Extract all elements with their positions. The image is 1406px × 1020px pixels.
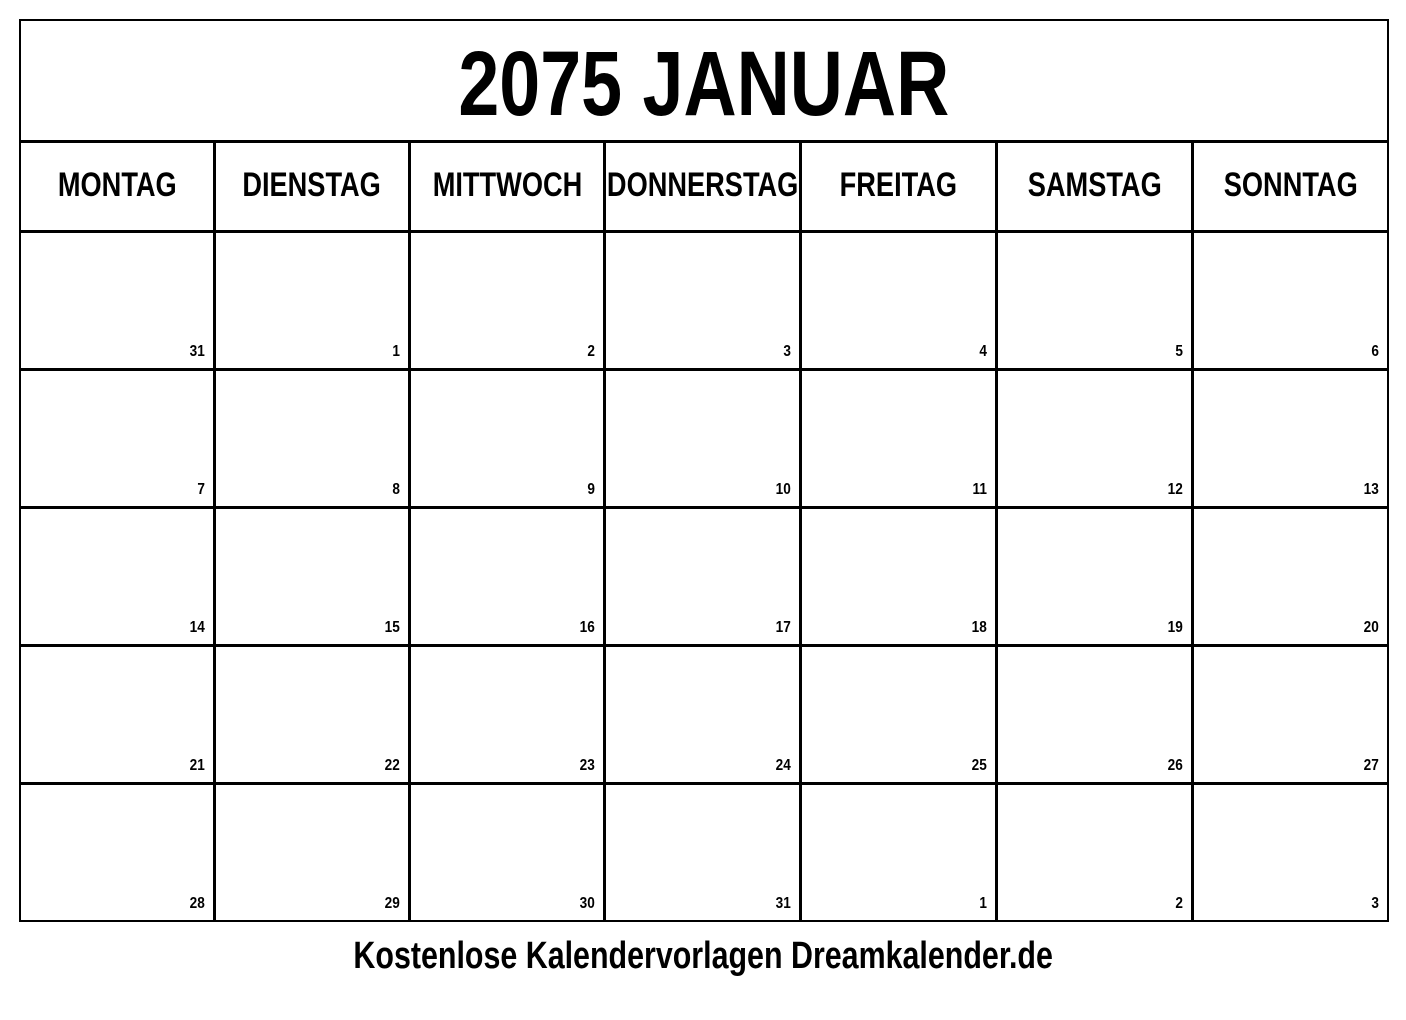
day-cell <box>998 647 1194 785</box>
footer-credit-text: Kostenlose Kalendervorlagen Dreamkalender.de <box>353 935 1053 977</box>
day-number: 2 <box>587 343 595 360</box>
day-number: 7 <box>197 481 205 498</box>
day-cell <box>1194 509 1387 647</box>
footer <box>0 936 1406 978</box>
day-cell <box>411 509 606 647</box>
day-number: 26 <box>1167 757 1183 774</box>
day-number: 29 <box>384 895 400 912</box>
day-cell <box>802 647 998 785</box>
day-number: 20 <box>1363 619 1379 636</box>
weekday-label: SAMSTAG <box>1027 166 1162 204</box>
day-number: 16 <box>579 619 595 636</box>
day-cell <box>411 233 606 371</box>
weekday-header-friday <box>802 143 998 233</box>
day-number: 24 <box>775 757 791 774</box>
day-cell <box>1194 371 1387 509</box>
day-number: 4 <box>979 343 987 360</box>
weekday-header-thursday <box>606 143 802 233</box>
day-cell <box>21 233 216 371</box>
day-number: 1 <box>979 895 987 912</box>
day-cell <box>998 233 1194 371</box>
day-cell <box>411 371 606 509</box>
day-number: 18 <box>971 619 987 636</box>
day-number: 13 <box>1363 481 1379 498</box>
day-number: 14 <box>189 619 205 636</box>
day-cell <box>802 509 998 647</box>
day-cell <box>802 785 998 920</box>
day-cell <box>998 509 1194 647</box>
weekday-label: MONTAG <box>57 166 177 204</box>
weekday-header-monday <box>21 143 216 233</box>
weekday-label: FREITAG <box>839 166 958 204</box>
day-cell <box>411 785 606 920</box>
day-number: 10 <box>775 481 791 498</box>
day-cell <box>411 647 606 785</box>
day-number: 19 <box>1167 619 1183 636</box>
day-number: 3 <box>783 343 791 360</box>
day-number: 31 <box>189 343 205 360</box>
day-number: 8 <box>392 481 400 498</box>
day-cell <box>802 371 998 509</box>
day-number: 21 <box>189 757 205 774</box>
weekday-header-saturday <box>998 143 1194 233</box>
calendar-grid <box>21 143 1387 920</box>
day-cell <box>216 509 411 647</box>
title-bar <box>21 21 1387 143</box>
day-number: 3 <box>1371 895 1379 912</box>
weekday-label: SONNTAG <box>1223 166 1358 204</box>
weekday-label: DONNERSTAG <box>606 166 799 204</box>
day-cell <box>606 371 802 509</box>
day-number: 23 <box>579 757 595 774</box>
day-cell <box>216 647 411 785</box>
day-cell <box>606 509 802 647</box>
day-cell <box>1194 233 1387 371</box>
day-number: 22 <box>384 757 400 774</box>
day-number: 31 <box>775 895 791 912</box>
day-cell <box>606 233 802 371</box>
day-number: 2 <box>1175 895 1183 912</box>
day-cell <box>998 371 1194 509</box>
day-number: 27 <box>1363 757 1379 774</box>
weekday-header-sunday <box>1194 143 1387 233</box>
weekday-header-tuesday <box>216 143 411 233</box>
day-number: 6 <box>1371 343 1379 360</box>
day-cell <box>21 509 216 647</box>
day-number: 1 <box>392 343 400 360</box>
day-number: 17 <box>775 619 791 636</box>
day-cell <box>21 371 216 509</box>
day-cell <box>216 233 411 371</box>
day-number: 12 <box>1167 481 1183 498</box>
day-cell <box>802 233 998 371</box>
day-cell <box>1194 785 1387 920</box>
weekday-label: DIENSTAG <box>242 166 382 204</box>
page-title: 2075 JANUAR <box>458 32 950 135</box>
day-cell <box>606 647 802 785</box>
day-number: 11 <box>972 481 987 498</box>
weekday-header-wednesday <box>411 143 606 233</box>
day-number: 28 <box>189 895 205 912</box>
day-cell <box>606 785 802 920</box>
day-cell <box>1194 647 1387 785</box>
day-cell <box>21 647 216 785</box>
day-cell <box>998 785 1194 920</box>
weekday-label: MITTWOCH <box>432 166 582 204</box>
day-number: 30 <box>579 895 595 912</box>
day-number: 25 <box>971 757 987 774</box>
day-cell <box>216 785 411 920</box>
calendar-sheet <box>19 19 1389 922</box>
day-cell <box>216 371 411 509</box>
day-number: 9 <box>587 481 595 498</box>
day-cell <box>21 785 216 920</box>
day-number: 5 <box>1175 343 1183 360</box>
day-number: 15 <box>384 619 400 636</box>
